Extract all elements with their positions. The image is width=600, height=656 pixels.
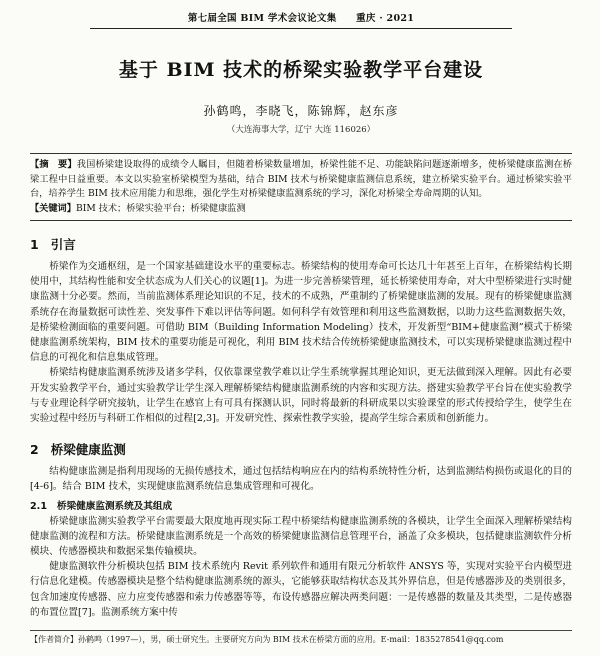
paper-title: 基于 BIM 技术的桥梁实验教学平台建设: [118, 59, 484, 81]
body-paragraph: 健康监测软件分析模块包括 BIM 技术系统内 Revit 系列软件和通用有限元分析软件 ANSYS 等，实现对实验平台内模型进行信息化建模。传感器模块是整个结构健康监测系统的源头，它能够获取结构状态及其外界信息，但是传感器涉及的类别很多，包含加速度传感器、应力应变传感器和索力传感器等等，布设传感器应解决两类问题：一是传感器的数量及其类型，二是传感器的布置位置[7]。监测系统方案中传: [30, 561, 572, 618]
author-footnote: 【作者简介】孙鹤鸣（1997—），男，硕士研究生。主要研究方向为 BIM 技术在桥梁方面的应用。E-mail：1835278541@qq.com: [30, 630, 572, 645]
body-paragraph: 结构健康监测是指利用现场的无损传感技术，通过包括结构响应在内的结构系统特性分析，达到监测结构损伤或退化的目的[4-6]。结合 BIM 技术，实现健康监测系统信息集成管理和可视化。: [30, 466, 572, 493]
abstract-text: 我国桥梁建设取得的成绩令人瞩目，但随着桥梁数量增加，桥梁性能不足、功能缺陷问题逐渐增多，使桥梁健康监测在桥梁工程中日益重要。本文以实验室桥梁模型为基础，结合 BIM 技术与桥梁健康监测信息系统，建立桥梁实验平台。通过桥梁实验平台，培养学生 BIM 技术应用能力和思维，强化学生对桥梁健康监测系统的学习，深化对桥梁全寿命周期的认知。: [30, 159, 573, 199]
section-title: 引言: [50, 237, 76, 252]
section-number: 2: [30, 442, 39, 458]
subsection-title: 桥梁健康监测系统及其组成: [57, 500, 173, 512]
keywords-block: [30, 202, 572, 222]
body-paragraph: 桥梁健康监测实验教学平台需要最大限度地再现实际工程中桥梁结构健康监测系统的各模块，让学生全面深入理解桥梁结构健康监测的流程和方法。桥梁健康监测系统是一个高效的桥梁健康监测信息管理平台，涵盖了众多模块，包括健康监测软件分析模块、传感器模块和数据采集传输模块。: [30, 515, 572, 558]
subsection-number: 2.1: [30, 500, 47, 512]
running-header: 第七届全国 BIM 学术会议论文集 重庆 · 2021: [90, 10, 512, 29]
abstract-label: 【摘 要】: [30, 159, 77, 170]
keywords-text: BIM 技术；桥梁实验平台；桥梁健康监测: [75, 202, 246, 214]
keywords-label: 【关键词】: [30, 202, 76, 214]
section-heading-bridge-monitoring: [30, 440, 572, 458]
body-paragraph: 桥梁作为交通枢纽，是一个国家基础建设水平的重要标志。桥梁结构的使用寿命可长达几十年甚至上百年，在桥梁结构长期使用中，其结构性能和安全状态成为人们关心的议题[1]。为进一步完善桥梁管理，延长桥梁使用寿命，对大中型桥梁进行实时健康监测十分必要。然而，当前监测体系理论知识的不足，技术的不成熟，严重制约了桥梁健康监测的发展。现有的桥梁健康监测系统存在海量数据可读性差、突发事件下难以评估等问题。如何科学有效管理和利用这些监测数据，以助力这些监测数据失效，是桥梁检测面临的重要问题。可借助 BIM（Building Information Modeling）技术，开发新型“BIM+健康监测”模式于桥梁健康监测系统架构，BIM 技术的重要功能是可视化，利用 BIM 技术结合传统桥梁健康监测技术，可以实现桥梁健康监测过程中信息的可视化和信息集成管理。: [30, 261, 572, 364]
section-title: 桥梁健康监测: [50, 442, 126, 458]
author-list: 孙鹤鸣，李晓飞，陈锦辉，赵东彦: [203, 104, 399, 118]
subsection-heading: [30, 498, 572, 512]
section-heading-introduction: [30, 235, 572, 253]
abstract-block: [30, 153, 572, 202]
affiliation: （大连海事大学，辽宁 大连 116026）: [226, 125, 376, 135]
body-paragraph: 桥梁结构健康监测系统涉及诸多学科，仅依靠课堂教学难以让学生系统掌握其理论知识，更无法做到深入理解。因此有必要开发实验教学平台，通过实验教学让学生深入理解桥梁结构健康监测系统的内容和实现方法。搭建实验教学平台旨在使实验教学与专业理论科学研究接轨，让学生在感官上有可具有探测认识，同时将最新的科研成果以实验课堂的形式传授给学生，使学生在实验过程中经历与科研工作相似的过程[2,3]。开发研究性、探索性教学实验，提高学生综合素质和创新能力。: [30, 367, 572, 425]
section-number: 1: [30, 237, 39, 252]
